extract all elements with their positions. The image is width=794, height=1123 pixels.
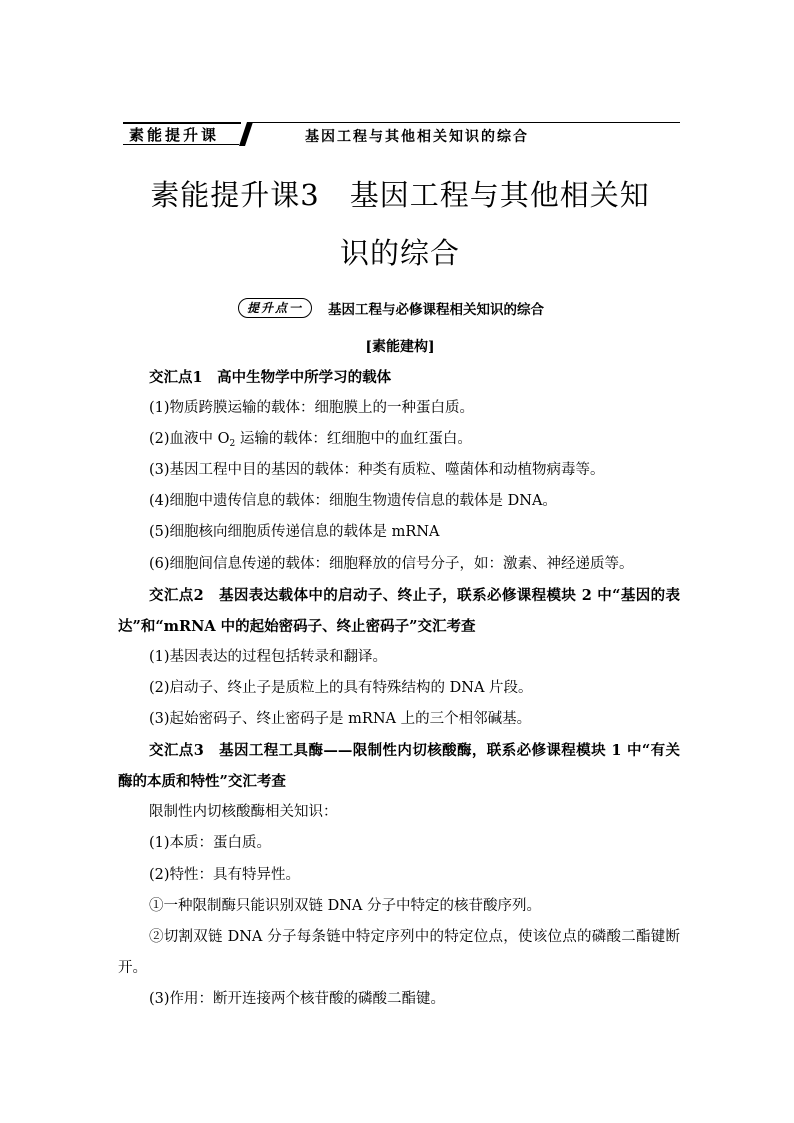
paragraph: ①一种限制酶只能识别双链 DNA 分子中特定的核苷酸序列。 [149,897,542,914]
page-title-line-2: 识的综合 [339,236,460,270]
paragraph: (1)基因表达的过程包括转录和翻译。 [149,648,388,665]
section-title: 基因工程与必修课程相关知识的综合 [328,302,545,318]
paragraph: ②切割双链 DNA 分子每条链中特定序列中的特定位点，使该位点的磷酸二酯键断开。 [118,928,680,976]
page-header [123,122,680,146]
paragraph: (1)物质跨膜运输的载体：细胞膜上的一种蛋白质。 [149,400,475,417]
sub-heading: [素能建构] [365,339,435,355]
paragraph-heading: 交汇点1 高中生物学中所学习的载体 [149,369,392,386]
header-slash-decoration [239,122,253,146]
paragraph: (3)作用：断开连接两个核苷酸的磷酸二酯键。 [149,990,446,1007]
header-underline [123,144,239,145]
paragraph: (2)启动子、终止子是质粒上的具有特殊结构的 DNA 片段。 [149,679,533,696]
paragraph: (5)细胞核向细胞质传递信息的载体是 mRNA [149,524,440,541]
paragraph: (3)起始密码子、终止密码子是 mRNA 上的三个相邻碱基。 [149,711,532,728]
paragraph: (3)基因工程中目的基因的载体：种类有质粒、噬菌体和动植物病毒等。 [149,462,605,479]
page-title [120,166,680,282]
subscript: 2 [229,439,236,450]
header-tag: 素能提升课 [123,122,241,144]
page-title-line-1: 素能提升课3 基因工程与其他相关知 [150,178,650,212]
paragraph: 限制性内切核酸酶相关知识： [149,804,338,821]
paragraph: (4)细胞中遗传信息的载体：细胞生物遗传信息的载体是 DNA。 [149,493,557,510]
body-text [118,362,680,1015]
paragraph: (2)特性：具有特异性。 [149,866,301,883]
header-rule [249,122,680,123]
paragraph-text: 运输的载体：红细胞中的血红蛋白。 [235,431,472,448]
paragraph-heading: 交汇点3 基因工程工具酶——限制性内切核酸酶，联系必修课程模块 1 中“有关酶的本质和特性”交汇考查 [118,742,680,791]
paragraph-text: (2)血液中 O [149,431,230,448]
header-title: 基因工程与其他相关知识的综合 [305,129,529,145]
section-badge: 提升点一 [238,298,312,318]
section-heading [238,296,544,320]
paragraph-heading: 交汇点2 基因表达载体中的启动子、终止子，联系必修课程模块 2 中“基因的表达”和“mRNA 中的起始密码子、终止密码子”交汇考查 [118,586,680,635]
paragraph [118,424,680,455]
paragraph: (1)本质：蛋白质。 [149,835,272,852]
paragraph: (6)细胞间信息传递的载体：细胞释放的信号分子，如：激素、神经递质等。 [149,555,634,572]
